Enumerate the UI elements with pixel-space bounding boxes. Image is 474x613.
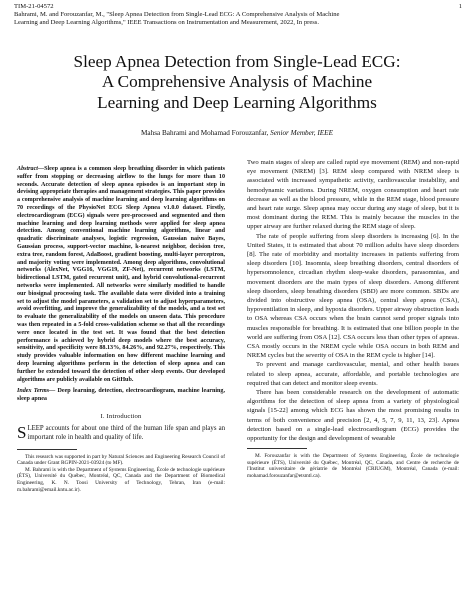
running-header (14, 3, 462, 28)
footnote-divider-right (247, 448, 307, 449)
citation-line-1: Bahrami, M. and Forouzanfar, M., "Sleep Apnea Detection from Single-Lead ECG: A Comprehensive Analysis of Machine (14, 11, 340, 19)
drop-cap: S (17, 422, 27, 442)
abstract-label: Abstract— (17, 166, 45, 172)
citation-line-2: Learning and Deep Learning Algorithms," IEEE Transactions on Instrumentation and Measurement, 2022, In press. (14, 19, 320, 27)
footnote-funding: This research was supported in part by Natural Sciences and Engineering Research Council of Canada under Grant RGPIN-2021-03924 (to MF). (17, 453, 225, 467)
right-column (247, 158, 459, 480)
body-paragraph-2: The rate of people suffering from sleep disorders is increasing [6]. In the United States, it is estimated that about 70 million adults have sleep disorders [8]. The rate of morbidity and mortality increases in patients suffering from sleep disorders [10]. Insomnia, sleep breathing disorders, central disorders of hypersomnolence, circadian rhythm sleep-wake disorders, parasomnias, and movement disorders are the main types of sleep disorders. Among different sleep disorders, sleep breathing disorders (SBD) are more common. SBDs are divided into obstructive sleep apnea (OSA), central sleep apnea (CSA), hypoventilation in sleep, and hypoxia disorders. Upper airway obstruction leads to OSA whereas CSA occurs when the brain cannot send proper signals into muscles responsible for breathing. It is estimated that one billion people in the world are suffering from OSA [12]. CSA occurs less than other types of apneas. CSA mostly occurs in the NREM cycle while OSA occurs in both REM and NREM cycles but the severity of OSA in the REM cycle is higher [14]. (247, 232, 459, 360)
footnote-author-2: M. Forouzanfar is with the Department of Systems Engineering, École de technologie supérieure (ÉTS), Université du Québec, Montréal, QC, Canada, and Centre de recherche de l'Institut universitaire de gériatrie de Montréal (CRIUGM), Montréal, Canada (e-mail: mohamad.forouzanfar@etsmtl.ca). (247, 453, 459, 480)
title-line-1: Sleep Apnea Detection from Single-Lead ECG: (73, 52, 401, 71)
page-number: 1 (458, 3, 462, 10)
author-membership: Senior Member, IEEE (270, 129, 333, 137)
index-terms-label: Index Terms— (17, 388, 56, 395)
introduction-paragraph (17, 424, 225, 442)
body-paragraph-3: To prevent and manage cardiovascular, mental, and other health issues related to sleep apnea, accurate, affordable, and portable technologies are required that can detect and monitor sleep events. (247, 361, 459, 387)
left-column (17, 166, 225, 493)
index-terms-text: Deep learning, detection, electrocardiogram, machine learning, sleep apnea (17, 388, 225, 403)
title-line-2: A Comprehensive Analysis of Machine (101, 72, 373, 92)
body-paragraph-4: There has been considerable research on the development of automatic algorithms for the detection of sleep apnea from a variety of physiological signals [15-22] among which ECG has shown the most promising results in terms of both convenience and precision [2, 4, 5, 7, 9, 11, 13, 23]. Apnea detection based on a single-lead electrocardiogram (ECG) provides the opportunity for the design and development of wearable (247, 389, 459, 443)
abstract (17, 166, 225, 384)
author-names: Mahsa Bahrami and Mohamad Forouzanfar, (141, 129, 269, 137)
index-terms (17, 388, 225, 404)
author-line (0, 129, 474, 137)
abstract-text: Sleep apnea is a common sleep breathing disorder in which patients suffer from stopping or decreasing airflow to the lungs for more than 10 seconds. Accurate detection of sleep apnea episodes is an important step in devising appropriate therapies and management strategies. This paper provides a comprehensive analysis of machine learning and deep learning algorithms on 70 recordings of the PhysioNet ECG Sleep Apnea v1.0.0 dataset. Firstly, electrocardiogram (ECG) signals were pre-processed and segmented and then machine learning and deep learning methods were applied for sleep apnea detection. Among conventional machine learning algorithms, linear and quadratic discriminate analyses, logistic regression, Gaussian naive Bayes, Gaussian process, support-vector machine, k-nearest neighbor, decision tree, extra tree, random forest, AdaBoost, gradient boosting, multi-layer perceptron, and majority voting were implemented. Among deep algorithms, convolutional networks (AlexNet, VGG16, VGG19, ZF-Net), recurrent networks (LSTM, bidirectional LSTM, gated recurrent unit), and hybrid convolutional-recurrent networks were implemented. All networks were similarly modified to handle our biosignal processing task. The available data were divided into a training set to adjust the model parameters, a validation set to adjust hyperparameters, avoid overfitting, and improve the generalizability of the models, and a test set to evaluate the generalizability of the models on unseen data. This procedure was then repeated in a 5-fold cross-validation scheme so that all the recordings were once located in the test set. It was found that the best detection performance is achieved by hybrid deep models where the best accuracy, sensitivity, and specificity were 88.13%, 84.26%, and 92.27%, respectively. This study provides valuable information on how different machine learning and deep learning algorithms perform in the detection of sleep apnea and can further be extended toward the detection of other sleep events. Our developed algorithms are publicly available on GitHub. (17, 166, 225, 383)
body-paragraph-1: Two main stages of sleep are called rapid eye movement (REM) and non-rapid eye movement (NREM) [3]. REM sleep compared with NREM sleep is associated with increased sympathetic activity, cardiovascular instability, and hemodynamic variations. During NREM, oxygen consumption and heart rate decrease as well as the blood pressure, while in the REM stage, blood pressure and heart rate surge. Sleep apnea may occur during any stage of sleep, but it is most dominant during the REM. This is mainly because the muscles in the upper airway are further relaxed during the REM stage of sleep. (247, 159, 459, 231)
footnote-author-1: M. Bahrami is with the Department of Systems Engineering, École de technologie supérieure (ÉTS), Université du Québec, Montréal, QC, Canada and the Department of Biomedical Engineering, K. N. Toosi University of Technology, Tehran, Iran (e-mail: m.bahrami@email.kntu.ac.ir). (17, 466, 225, 493)
introduction-text: LEEP accounts for about one third of the human life span and plays an important role in health and quality of life. (27, 424, 225, 441)
report-id: TIM-21-04572 (14, 3, 54, 10)
title-line-3: Learning and Deep Learning Algorithms (97, 92, 377, 112)
section-heading-introduction: I. Introduction (100, 412, 142, 420)
footnote-divider (17, 449, 77, 450)
paper-title (16, 52, 458, 113)
